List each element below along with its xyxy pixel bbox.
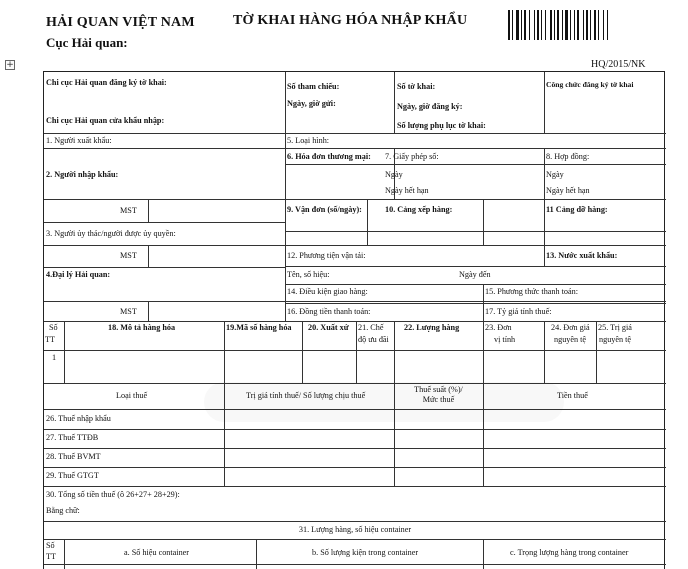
declaration-number-label: Số tờ khai:	[397, 82, 436, 91]
goods-col-unit-price-label: 24. Đơn giá	[551, 323, 590, 332]
field-10-loading-port-label: 10. Cảng xếp hàng:	[385, 205, 453, 214]
goods-col-quantity-label: 22. Lượng hàng	[404, 323, 460, 332]
field-12-vehicle-name-label: Tên, số hiệu:	[287, 270, 330, 279]
tax-col-type-label: Loại thuế	[116, 391, 148, 400]
field-9-bill-of-lading-label: 9. Vận đơn (số/ngày):	[287, 205, 362, 214]
tax-col-amount-label: Tiền thuế	[557, 391, 588, 400]
agent-tax-code-label: MST	[120, 307, 137, 316]
container-section-label: 31. Lượng hàng, số hiệu container	[298, 525, 412, 534]
field-13-export-country-label: 13. Nước xuất khẩu:	[546, 251, 618, 260]
officer-label: Công chức đăng ký tờ khai	[546, 80, 634, 89]
exporter-label: 1. Người xuất khẩu:	[46, 136, 112, 145]
field-8-expiry-label: Ngày hết hạn	[546, 186, 590, 195]
appendix-count-label: Số lượng phụ lục tờ khai:	[397, 121, 486, 130]
field-11-discharge-port-label: 11 Cảng dỡ hàng:	[546, 205, 608, 214]
tax-row-import: 26. Thuế nhập khẩu	[46, 414, 111, 423]
goods-col-preference-label-2: độ ưu đãi	[358, 335, 389, 344]
tax-total-in-words-label: Bằng chữ:	[46, 506, 80, 515]
tax-total-label: 30. Tổng số tiền thuế (ô 26+27+ 28+29):	[46, 490, 180, 499]
entrusted-party-label: 3. Người ủy thác/người được ủy quyền:	[46, 229, 176, 238]
field-7-expiry-label: Ngày hết hạn	[385, 186, 429, 195]
goods-col-origin-label: 20. Xuất xứ	[308, 323, 349, 332]
importer-label: 2. Người nhập khẩu:	[46, 170, 119, 179]
customs-agent-label: 4.Đại lý Hải quan:	[46, 270, 111, 279]
goods-col-unit-label: 23. Đơn	[485, 323, 512, 332]
entrusted-tax-code-label: MST	[120, 251, 137, 260]
field-12-transport-label: 12. Phương tiện vận tải:	[287, 251, 366, 260]
goods-col-unit-label-2: vị tính	[494, 335, 516, 344]
registration-datetime-label: Ngày, giờ đăng ký:	[397, 102, 463, 111]
tax-row-special-consumption: 27. Thuế TTĐB	[46, 433, 99, 442]
declaration-form	[43, 71, 665, 569]
field-14-delivery-terms-label: 14. Điều kiện giao hàng:	[287, 287, 368, 296]
field-6-invoice-label: 6. Hóa đơn thương mại:	[287, 152, 371, 161]
field-12-arrival-date-label: Ngày đến	[459, 270, 491, 279]
field-8-date-label: Ngày	[546, 170, 564, 179]
tax-row-vat: 29. Thuế GTGT	[46, 471, 99, 480]
reference-number-label: Số tham chiếu:	[287, 82, 340, 91]
customs-branch-entry-label: Chi cục Hải quan cửa khẩu nhập:	[46, 116, 165, 125]
sent-datetime-label: Ngày, giờ gửi:	[287, 99, 336, 108]
tax-row-environment: 28. Thuế BVMT	[46, 452, 101, 461]
container-col-no-label-2: TT	[46, 552, 57, 561]
tax-col-rate-label-2: Mức thuế	[422, 395, 455, 404]
goods-col-preference-label: 21. Chế	[358, 323, 384, 332]
field-7-date-label: Ngày	[385, 170, 403, 179]
goods-col-no-label-2: TT	[45, 335, 56, 344]
container-col-no-label: Số	[46, 541, 55, 550]
container-col-packages-label: b. Số lượng kiện trong container	[312, 548, 419, 557]
header-department: Cục Hải quan:	[46, 35, 128, 50]
goods-col-no-label: Số	[49, 323, 58, 332]
watermark	[204, 382, 564, 422]
container-col-number-label: a. Số hiệu container	[124, 548, 190, 557]
field-17-exchange-rate-label: 17. Tỷ giá tính thuế:	[485, 307, 552, 316]
field-16-currency-label: 16. Đồng tiền thanh toán:	[287, 307, 371, 316]
field-5-type-label: 5. Loại hình:	[287, 136, 330, 145]
field-7-license-label: 7. Giấy phép số:	[385, 152, 439, 161]
goods-col-value-label-2: nguyên tệ	[599, 335, 632, 344]
container-col-weight-label: c. Trọng lượng hàng trong container	[510, 548, 629, 557]
importer-tax-code-label: MST	[120, 206, 137, 215]
barcode-graphic	[508, 10, 648, 40]
goods-row-1-number: 1	[52, 353, 57, 362]
form-code: HQ/2015/NK	[591, 59, 646, 70]
form-title: TỜ KHAI HÀNG HÓA NHẬP KHẨU	[233, 13, 468, 28]
goods-col-value-label: 25. Trị giá	[598, 323, 632, 332]
header-organization: HẢI QUAN VIỆT NAM	[46, 15, 195, 30]
field-15-payment-method-label: 15. Phương thức thanh toán:	[485, 287, 579, 296]
tax-col-base-label: Trị giá tính thuế/ Số lượng chịu thuế	[246, 391, 366, 400]
goods-col-unit-price-label-2: nguyên tệ	[554, 335, 587, 344]
field-8-contract-label: 8. Hợp đồng:	[546, 152, 590, 161]
expand-toggle-icon[interactable]: +	[6, 60, 14, 70]
goods-col-hs-code-label: 19.Mã số hàng hóa	[226, 323, 292, 332]
tax-col-rate-label: Thuế suất (%)/	[414, 385, 463, 394]
goods-col-description-label: 18. Mô tả hàng hóa	[108, 323, 176, 332]
customs-branch-register-label: Chi cục Hải quan đăng ký tờ khai:	[46, 78, 167, 87]
